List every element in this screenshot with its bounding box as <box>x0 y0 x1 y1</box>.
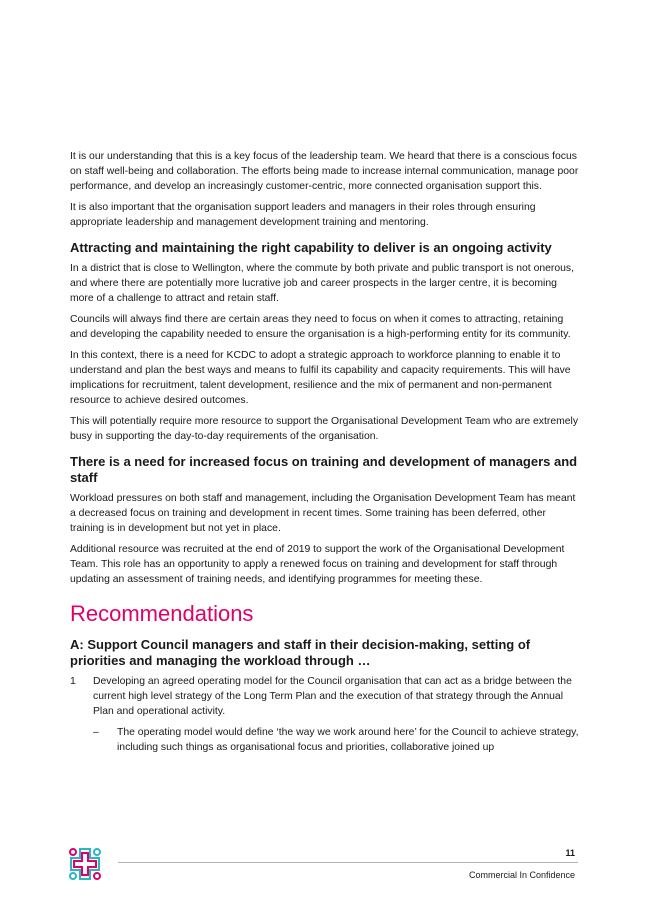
section1-paragraph: This will potentially require more resource to support the Organisational Development Team who are extremely busy in supporting the day-to-day requirements of the organisation. <box>70 415 579 442</box>
subitem-text: The operating model would define ‘the way we work around here’ for the Council to achieve strategy, including such things as organisational focus and priorities, collaborative joined up <box>117 726 579 753</box>
page-content <box>70 149 580 755</box>
section1-paragraph: In this context, there is a need for KCDC to adopt a strategic approach to workforce planning to enable it to understand and plan the best ways and means to fulfil its capability and capacity requirements. This will have implications for recruitment, talent development, resilience and the mix of permanent and non-permanent resource to achieve desired outcomes. <box>70 349 571 406</box>
dash-marker: – <box>93 726 99 738</box>
section-heading-training: There is a need for increased focus on training and development of managers and staff <box>70 453 578 485</box>
item-text: Developing an agreed operating model for the Council organisation that can act as a bridge between the current high level strategy of the Long Term Plan and the execution of that strategy through the Annual Plan and operational activity. <box>93 675 572 717</box>
confidentiality-notice: Commercial In Confidence <box>468 870 575 880</box>
section1-paragraph: In a district that is close to Wellington, where the commute by both private and public transport is not onerous, and where there are potentially more lucrative job and career prospects in the larger centre, it is becoming more of a challenge to attract and retain staff. <box>70 262 575 304</box>
recommendation-subitem <box>93 725 580 755</box>
footer-divider <box>118 862 578 863</box>
intro-paragraph-1: It is our understanding that this is a key focus of the leadership team. We heard that there is a conscious focus on staff well-being and collaboration. The efforts being made to increase internal communication, manage poor performance, and develop an increasingly customer-centric, more connected organisation support this. <box>70 151 579 192</box>
company-logo-icon <box>67 846 103 882</box>
item-number: 1 <box>70 675 76 687</box>
section2-paragraph: Additional resource was recruited at the end of 2019 to support the work of the Organisational Development Team. This role has an opportunity to apply a renewed focus on training and development for staff through updating an assessment of training needs, and identifying programmes for meeting these. <box>70 543 565 585</box>
recommendation-item-1 <box>70 674 580 719</box>
intro-paragraph-2: It is also important that the organisation support leaders and managers in their roles through ensuring appropriate leadership and management development training and mentoring. <box>70 202 536 228</box>
section1-paragraph: Councils will always find there are certain areas they need to focus on when it comes to attracting, retaining and developing the capability needed to ensure the organisation is a high-performing entity for its community. <box>70 313 571 340</box>
section2-paragraph: Workload pressures on both staff and management, including the Organisation Development Team has meant a decreased focus on training and development in recent times. Some training has been deferred, other training is in development but not yet in place. <box>70 492 576 534</box>
recommendations-heading: Recommendations <box>70 600 254 626</box>
recommendation-a-heading: A: Support Council managers and staff in their decision-making, setting of priorities and managing the workload through … <box>70 636 531 668</box>
page-number: 11 <box>565 848 575 858</box>
section-heading-capability: Attracting and maintaining the right capability to deliver is an ongoing activity <box>70 240 552 255</box>
